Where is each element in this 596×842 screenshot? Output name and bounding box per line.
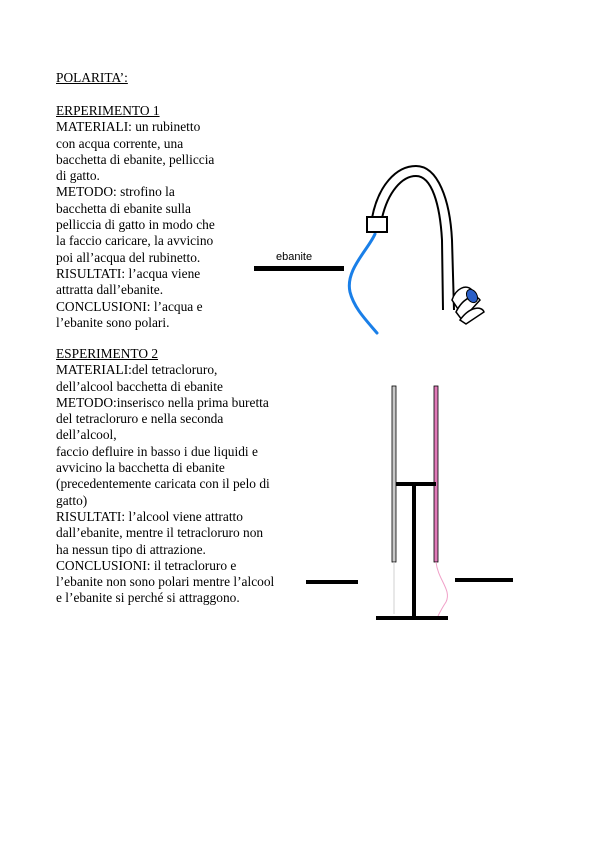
experiment-1-line: la faccio caricare, la avvicino <box>56 233 214 249</box>
experiment-2-line: faccio defluire in basso i due liquidi e <box>56 443 258 459</box>
experiment-2-line: RISULTATI: l’alcool viene attratto <box>56 508 243 524</box>
burette-tetrachloride <box>392 386 396 562</box>
alcohol-stream <box>436 562 447 616</box>
experiment-1-line: RISULTATI: l’acqua viene <box>56 265 201 281</box>
page-title: POLARITA’: <box>56 70 128 85</box>
stand-rod <box>412 484 416 618</box>
experiment-1-line: di gatto. <box>56 168 100 184</box>
experiment-1-line: attratta dall’ebanite. <box>56 282 164 298</box>
experiment-2-line: MATERIALI:del tetracloruro, <box>56 362 218 378</box>
experiment-2-line: dell’alcool bacchetta di ebanite <box>56 378 223 394</box>
experiment-1-line: bacchetta di ebanite, pelliccia <box>56 151 215 167</box>
experiment-2-line: del tetracloruro e nella seconda <box>56 411 224 427</box>
experiment-1-line: CONCLUSIONI: l’acqua e <box>56 298 203 314</box>
experiment-2-line: dall’ebanite, mentre il tetracloruro non <box>56 525 264 541</box>
experiment-2-heading: ESPERIMENTO 2 <box>56 346 159 361</box>
experiment-1-line: l’ebanite sono polari. <box>56 314 170 330</box>
experiment-2-line: e l’ebanite si perché si attraggono. <box>56 590 240 606</box>
experiment-1-line: con acqua corrente, una <box>56 135 184 151</box>
ebonite-rod-right <box>455 578 513 582</box>
ebonite-rod-left <box>306 580 358 584</box>
experiment-2-line: ha nessun tipo di attrazione. <box>56 541 206 557</box>
stand-base <box>376 616 448 620</box>
experiment-2-line: (precedentemente caricata con il pelo di <box>56 476 270 492</box>
experiment-2-line: avvicino la bacchetta di ebanite <box>56 460 225 476</box>
experiment-1-heading: ERPERIMENTO 1 <box>56 103 160 118</box>
burette-alcohol <box>434 386 438 562</box>
experiment-1-line: bacchetta di ebanite sulla <box>56 200 191 216</box>
experiment-1-line: poi all’acqua del rubinetto. <box>56 249 201 265</box>
experiment-1-line: MATERIALI: un rubinetto <box>56 119 201 135</box>
ebonite-label: ebanite <box>276 251 313 263</box>
experiment-2-line: gatto) <box>56 492 88 508</box>
experiment-1-line: pelliccia di gatto in modo che <box>56 217 215 233</box>
experiment-1-line: METODO: strofino la <box>56 184 175 200</box>
experiment-2-line: l’ebanite non sono polari mentre l’alcool <box>56 574 275 590</box>
experiment-2-line: METODO:inserisco nella prima buretta <box>56 394 269 410</box>
experiment-2-line: CONCLUSIONI: il tetracloruro e <box>56 557 237 573</box>
experiment-2-line: dell’alcool, <box>56 427 117 443</box>
